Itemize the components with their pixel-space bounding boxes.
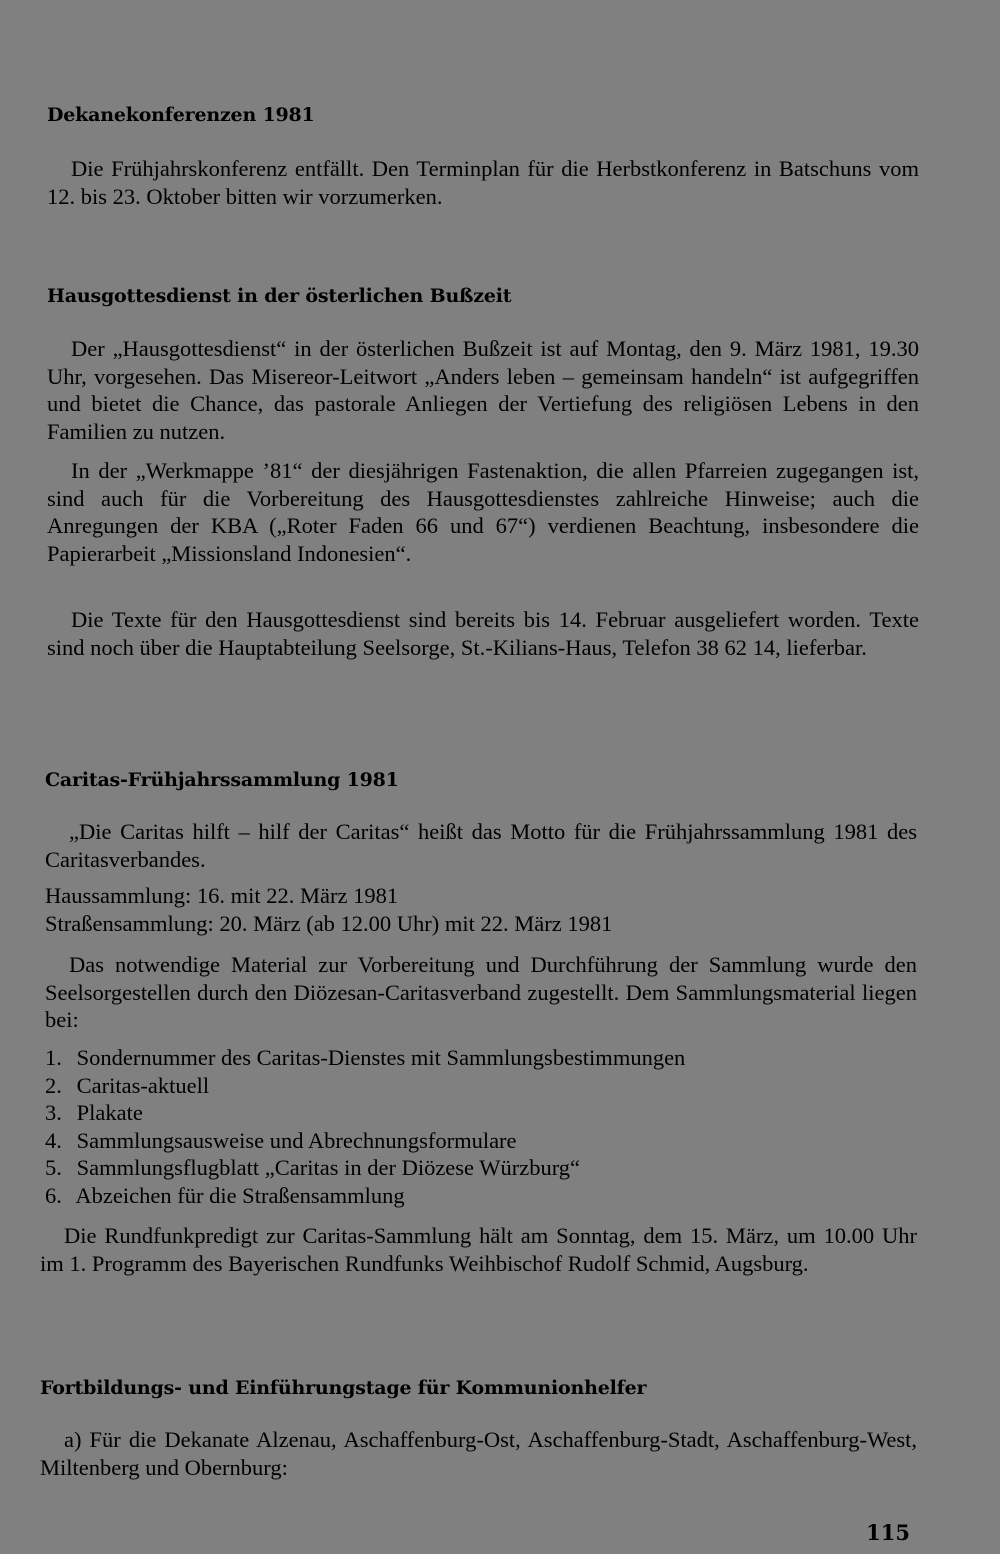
list-item: [45, 1154, 580, 1182]
list-item: [45, 1072, 209, 1100]
list-item-text: Sondernummer des Caritas-Dienstes mit Sammlungsbestimmungen: [76, 1045, 686, 1070]
paragraph-fortbildung-1: a) Für die Dekanate Alzenau, Aschaffenburg-Ost, Aschaffenburg-Stadt, Aschaffenburg-West, Miltenberg und Obernburg:: [40, 1427, 917, 1480]
heading-caritas: Caritas-Frühjahrssammlung 1981: [45, 769, 399, 791]
paragraph-caritas-haussammlung: Haussammlung: 16. mit 22. März 1981: [45, 883, 399, 908]
list-item-text: Caritas-aktuell: [76, 1073, 210, 1098]
list-item-number: 6.: [45, 1183, 62, 1208]
heading-fortbildung: Fortbildungs- und Einführungstage für Kommunionhelfer: [40, 1377, 647, 1399]
list-item-text: Sammlungsausweise und Abrechnungsformulare: [76, 1128, 517, 1153]
page-number: 115: [866, 1520, 910, 1545]
list-item-number: 2.: [45, 1073, 62, 1098]
heading-hausgottesdienst: Hausgottesdienst in der österlichen Bußzeit: [47, 285, 512, 307]
list-item: [45, 1099, 143, 1127]
list-item: [45, 1044, 685, 1072]
list-item-number: 3.: [45, 1100, 62, 1125]
paragraph-haus-1: Der „Hausgottesdienst“ in der österlichen Bußzeit ist auf Montag, den 9. März 1981, 19.30 Uhr, vorgesehen. Das Misereor-Leitwort „Anders leben – gemeinsam handeln“ ist aufgegriffen und bietet die Chance, das pastorale Anliegen der Vertiefung des religiösen Lebens in den Familien zu nutzen.: [47, 336, 919, 444]
list-item: [45, 1127, 517, 1155]
paragraph-haus-3: Die Texte für den Hausgottesdienst sind bereits bis 14. Februar ausgeliefert worden. Texte sind noch über die Hauptabteilung Seelsorge, St.-Kilians-Haus, Telefon 38 62 14, lieferbar.: [47, 607, 919, 660]
paragraph-caritas-3: Die Rundfunkpredigt zur Caritas-Sammlung hält am Sonntag, dem 15. März, um 10.00 Uhr im 1. Programm des Bayerischen Rundfunks Weihbischof Rudolf Schmid, Augsburg.: [40, 1223, 917, 1276]
list-item-number: 5.: [45, 1155, 62, 1180]
list-item-text: Sammlungsflugblatt „Caritas in der Diözese Würzburg“: [76, 1155, 581, 1180]
paragraph-dekane-1: Die Frühjahrskonferenz entfällt. Den Terminplan für die Herbstkonferenz in Batschuns vom 12. bis 23. Oktober bitten wir vorzumerken.: [47, 156, 919, 209]
paragraph-caritas-strassensammlung: Straßensammlung: 20. März (ab 12.00 Uhr) mit 22. März 1981: [45, 911, 613, 936]
paragraph-haus-2: In der „Werkmappe ’81“ der diesjährigen Fastenaktion, die allen Pfarreien zugegangen ist, sind auch für die Vorbereitung des Hausgottesdienstes zahlreiche Hinweise; auch die Anregungen der KBA („Roter Faden 66 und 67“) verdienen Beachtung, insbesondere die Papierarbeit „Missionsland Indonesien“.: [47, 458, 919, 566]
paragraph-caritas-1: „Die Caritas hilft – hilf der Caritas“ heißt das Motto für die Frühjahrssammlung 1981 des Caritasverbandes.: [45, 819, 917, 872]
list-item-text: Plakate: [76, 1100, 143, 1125]
list-item-number: 1.: [45, 1045, 62, 1070]
list-item-number: 4.: [45, 1128, 62, 1153]
paragraph-caritas-2: Das notwendige Material zur Vorbereitung und Durchführung der Sammlung wurde den Seelsorgestellen durch den Diözesan-Caritasverband zugestellt. Dem Sammlungsmaterial liegen bei:: [45, 952, 917, 1032]
list-item-text: Abzeichen für die Straßensammlung: [75, 1183, 405, 1208]
heading-dekanekonferenzen: Dekanekonferenzen 1981: [47, 104, 315, 126]
list-item: [45, 1182, 405, 1210]
